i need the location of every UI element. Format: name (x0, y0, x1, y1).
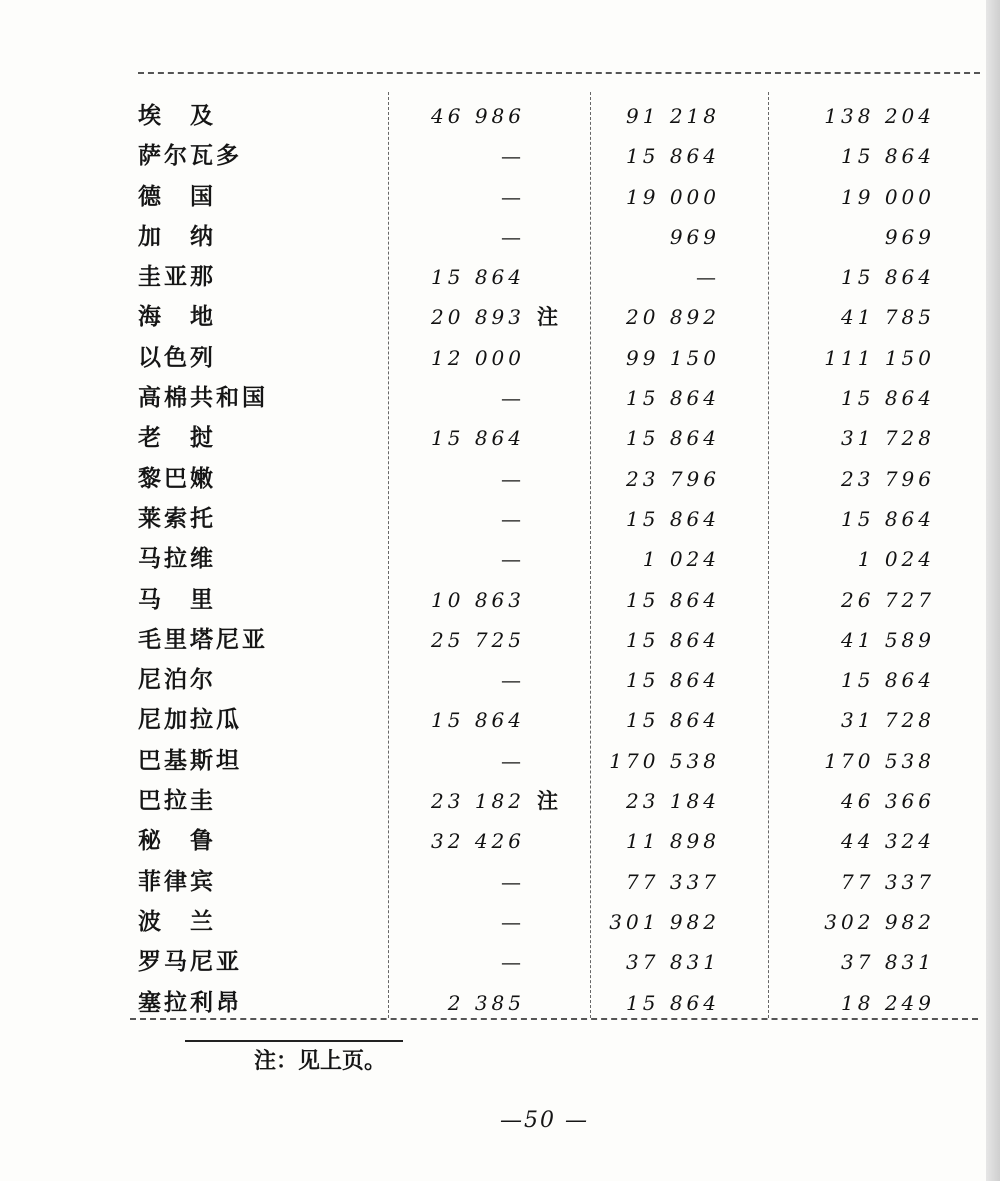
value-col-1: — (501, 668, 525, 693)
value-col-1: — (501, 144, 525, 169)
table-row (0, 539, 1000, 579)
note-marker: 注 (537, 305, 558, 330)
table-row (0, 217, 1000, 257)
value-col-3: 138 204 (824, 104, 935, 128)
value-col-3: 31 728 (841, 708, 935, 733)
value-col-3: 302 982 (824, 909, 935, 934)
country-name: 巴拉圭 (138, 788, 216, 815)
value-col-3: 44 324 (841, 829, 935, 854)
value-col-2: 15 864 (626, 990, 720, 1015)
value-col-1: — (501, 869, 525, 894)
table-row (0, 862, 1000, 902)
value-col-3: 170 538 (824, 748, 935, 773)
value-col-1: 32 426 (431, 829, 525, 854)
value-col-3: 111 150 (824, 345, 935, 370)
value-col-1: 15 864 (431, 265, 525, 290)
country-name: 菲律宾 (138, 868, 216, 895)
value-col-2: 15 864 (626, 708, 720, 733)
country-name: 加 纳 (138, 223, 216, 250)
table-row (0, 620, 1000, 660)
value-col-3: 41 589 (841, 627, 935, 652)
table-row (0, 983, 1000, 1023)
value-col-1: 12 000 (431, 345, 525, 370)
country-name: 马 里 (138, 586, 216, 613)
value-col-1: — (501, 184, 525, 209)
value-col-2: 15 864 (626, 426, 720, 451)
table-row (0, 459, 1000, 499)
value-col-3: 77 337 (841, 869, 935, 894)
table-row (0, 580, 1000, 620)
table-row (0, 499, 1000, 539)
country-name: 黎巴嫩 (138, 465, 216, 492)
table-top-rule (138, 72, 980, 74)
table-row (0, 700, 1000, 740)
value-col-3: 15 864 (841, 386, 935, 411)
country-name: 圭亚那 (138, 264, 216, 291)
country-name: 海 地 (138, 304, 216, 331)
value-col-1: 2 385 (447, 990, 525, 1015)
country-name: 德 国 (138, 183, 216, 210)
value-col-2: 1 024 (642, 547, 720, 572)
value-col-3: 969 (884, 224, 935, 249)
note-marker: 注 (537, 789, 558, 814)
value-col-3: 41 785 (841, 305, 935, 330)
value-col-3: 31 728 (841, 426, 935, 451)
table-row (0, 821, 1000, 861)
value-col-1: 23 182 (431, 789, 525, 814)
table-row (0, 660, 1000, 700)
value-col-1: — (501, 547, 525, 572)
value-col-1: — (501, 386, 525, 411)
country-name: 毛里塔尼亚 (138, 626, 268, 653)
value-col-2: 301 982 (609, 909, 720, 934)
value-col-3: 15 864 (841, 668, 935, 693)
value-col-2: 91 218 (626, 104, 720, 128)
table-row (0, 378, 1000, 418)
value-col-1: 15 864 (431, 426, 525, 451)
country-name: 罗马尼亚 (138, 949, 242, 976)
value-col-3: 15 864 (841, 144, 935, 169)
contributions-table (0, 96, 1000, 1023)
table-row (0, 942, 1000, 982)
table-row (0, 902, 1000, 942)
value-col-2: 99 150 (626, 345, 720, 370)
country-name: 尼加拉瓜 (138, 707, 242, 734)
value-col-2: 11 898 (626, 829, 720, 854)
value-col-3: 23 796 (841, 466, 935, 491)
table-row (0, 177, 1000, 217)
value-col-3: 19 000 (841, 184, 935, 209)
country-name: 老 挝 (138, 425, 216, 452)
value-col-1: 10 863 (431, 587, 525, 612)
value-col-2: 969 (669, 224, 720, 249)
value-col-1: — (501, 224, 525, 249)
value-col-2: 15 864 (626, 506, 720, 531)
value-col-2: 15 864 (626, 144, 720, 169)
page-number: —50 — (500, 1108, 589, 1133)
value-col-2: — (696, 265, 720, 290)
value-col-3: 26 727 (841, 587, 935, 612)
footnote: 注：见上页。 (254, 1049, 387, 1074)
table-row (0, 297, 1000, 337)
table-row (0, 741, 1000, 781)
country-name: 埃 及 (138, 103, 216, 129)
table-bottom-rule (130, 1018, 978, 1020)
country-name: 波 兰 (138, 908, 216, 935)
value-col-3: 15 864 (841, 506, 935, 531)
country-name: 莱索托 (138, 505, 216, 532)
table-row (0, 338, 1000, 378)
value-col-1: — (501, 748, 525, 773)
country-name: 尼泊尔 (138, 667, 216, 694)
value-col-1: 20 893 (431, 305, 525, 330)
value-col-1: — (501, 950, 525, 975)
value-col-2: 20 892 (626, 305, 720, 330)
value-col-2: 15 864 (626, 386, 720, 411)
country-name: 马拉维 (138, 546, 216, 573)
country-name: 巴基斯坦 (138, 747, 242, 774)
value-col-2: 23 184 (626, 789, 720, 814)
value-col-3: 15 864 (841, 265, 935, 290)
value-col-1: — (501, 506, 525, 531)
value-col-2: 15 864 (626, 668, 720, 693)
table-row (0, 96, 1000, 136)
value-col-2: 37 831 (626, 950, 720, 975)
country-name: 以色列 (138, 344, 216, 371)
country-name: 萨尔瓦多 (138, 143, 242, 170)
value-col-1: 15 864 (431, 708, 525, 733)
footnote-rule (185, 1040, 403, 1042)
value-col-1: 25 725 (431, 627, 525, 652)
value-col-1: — (501, 466, 525, 491)
value-col-2: 15 864 (626, 627, 720, 652)
country-name: 秘 鲁 (138, 828, 216, 855)
value-col-2: 170 538 (609, 748, 720, 773)
value-col-1: — (501, 909, 525, 934)
value-col-2: 23 796 (626, 466, 720, 491)
value-col-3: 46 366 (841, 789, 935, 814)
value-col-3: 37 831 (841, 950, 935, 975)
country-name: 塞拉利昂 (138, 989, 242, 1016)
value-col-2: 15 864 (626, 587, 720, 612)
table-row (0, 781, 1000, 821)
value-col-3: 1 024 (857, 547, 935, 572)
value-col-2: 19 000 (626, 184, 720, 209)
value-col-2: 77 337 (626, 869, 720, 894)
value-col-1: 46 986 (431, 104, 525, 128)
value-col-3: 18 249 (841, 990, 935, 1015)
table-row (0, 418, 1000, 458)
table-row (0, 136, 1000, 176)
table-row (0, 257, 1000, 297)
country-name: 高棉共和国 (138, 385, 268, 412)
